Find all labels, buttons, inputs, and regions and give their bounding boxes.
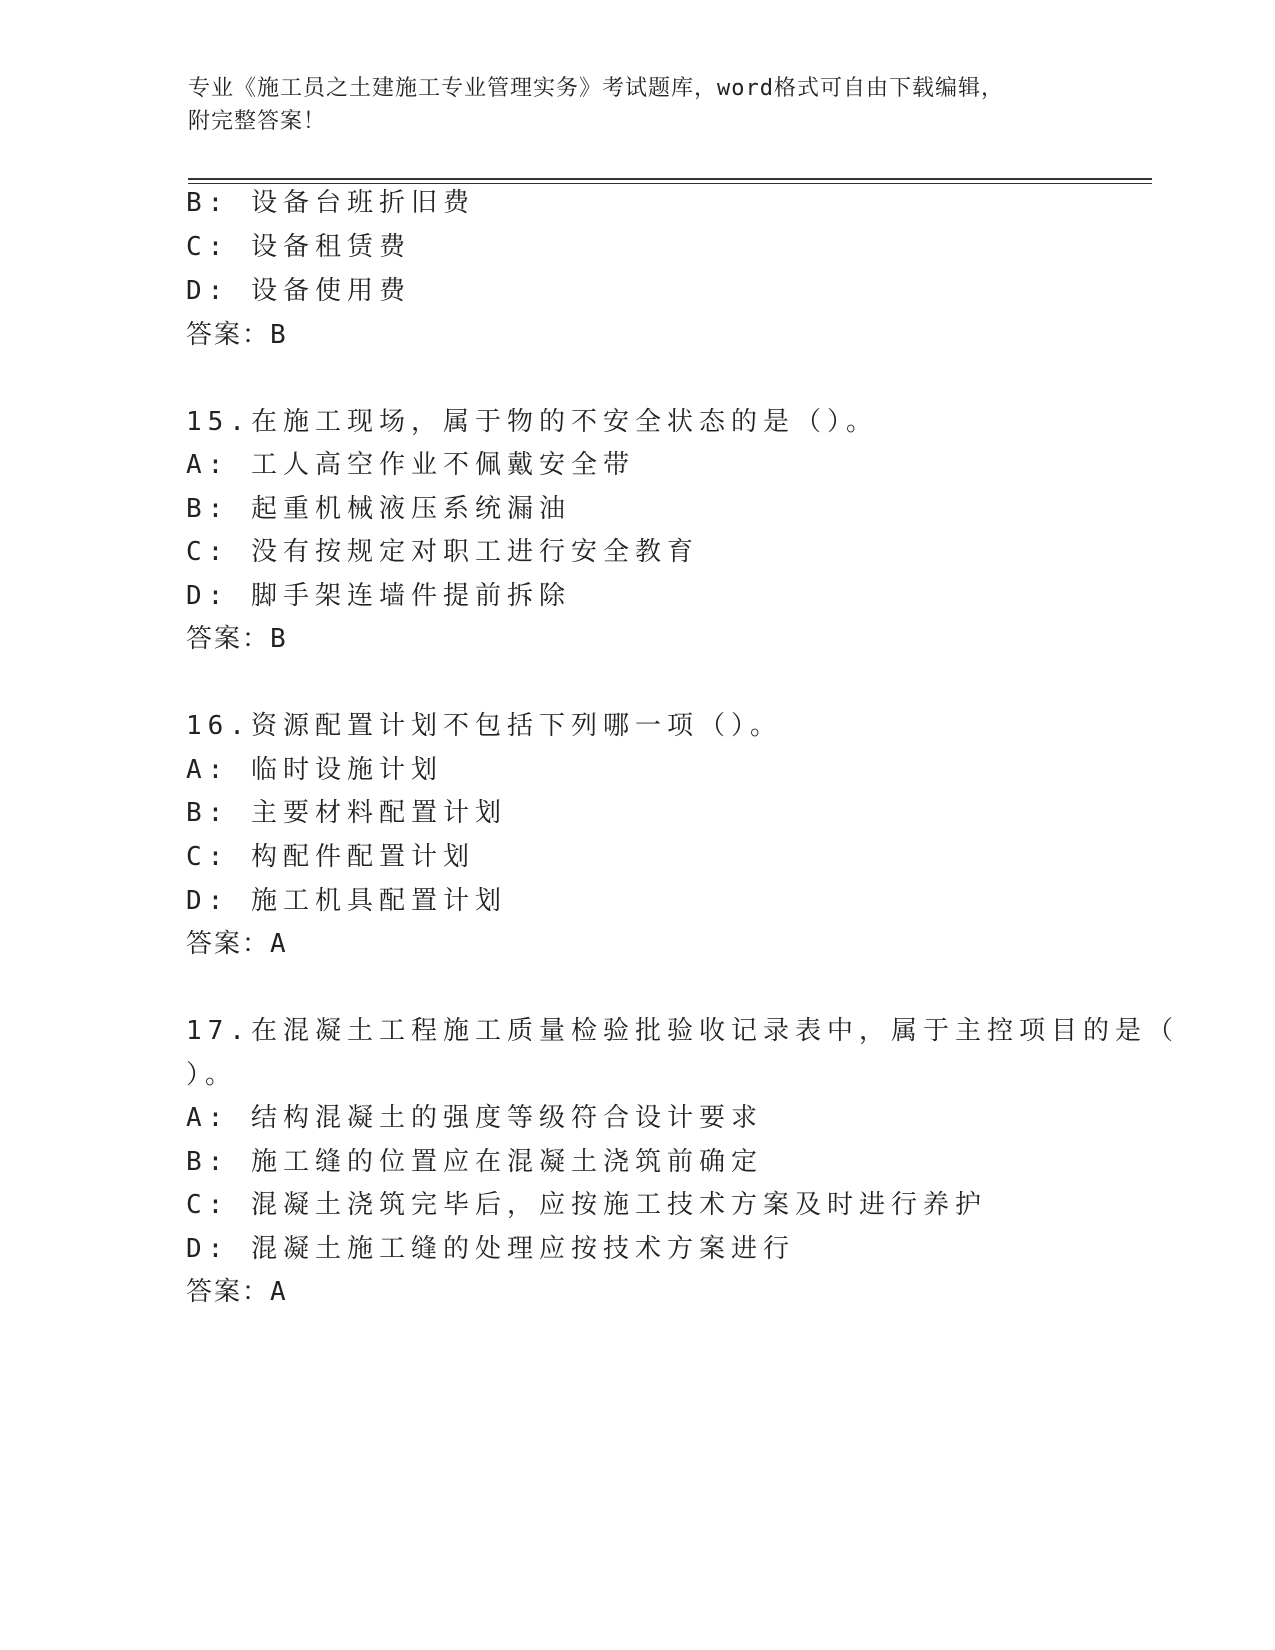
option-c: C: 没有按规定对职工进行安全教育: [186, 537, 699, 567]
answer: 答案：B: [186, 624, 288, 654]
answer: 答案：B: [186, 320, 288, 350]
option-d: D: 施工机具配置计划: [186, 886, 507, 916]
option-d: D: 脚手架连墙件提前拆除: [186, 581, 571, 611]
answer: 答案：A: [186, 929, 288, 959]
question-16: 16.资源配置计划不包括下列哪一项（）。: [186, 711, 782, 741]
option-a: A: 工人高空作业不佩戴安全带: [186, 450, 635, 480]
header-line-2: 附完整答案！: [188, 109, 327, 134]
answer: 答案：A: [186, 1277, 288, 1307]
document-header: [188, 72, 1088, 138]
option-b: B: 起重机械液压系统漏油: [186, 494, 571, 524]
option-c: C: 设备租赁费: [186, 232, 411, 262]
question-15: 15.在施工现场，属于物的不安全状态的是（）。: [186, 407, 878, 437]
option-c: C: 构配件配置计划: [186, 842, 475, 872]
option-d: D: 设备使用费: [186, 276, 411, 306]
option-a: A: 临时设施计划: [186, 755, 443, 785]
option-a: A: 结构混凝土的强度等级符合设计要求: [186, 1103, 763, 1133]
header-divider-thin: [188, 183, 1152, 184]
option-b: B: 施工缝的位置应在混凝土浇筑前确定: [186, 1147, 763, 1177]
header-divider: [188, 178, 1152, 180]
option-d: D: 混凝土施工缝的处理应按技术方案进行: [186, 1234, 795, 1264]
option-b: B: 设备台班折旧费: [186, 188, 475, 218]
option-c: C: 混凝土浇筑完毕后，应按施工技术方案及时进行养护: [186, 1190, 987, 1220]
question-17: 17.在混凝土工程施工质量检验批验收记录表中，属于主控项目的是（: [186, 1016, 1179, 1046]
question-17-continued: ）。: [186, 1060, 238, 1090]
option-b: B: 主要材料配置计划: [186, 798, 507, 828]
header-line-1: 专业《施工员之土建施工专业管理实务》考试题库，word格式可自由下载编辑，: [188, 76, 1004, 101]
